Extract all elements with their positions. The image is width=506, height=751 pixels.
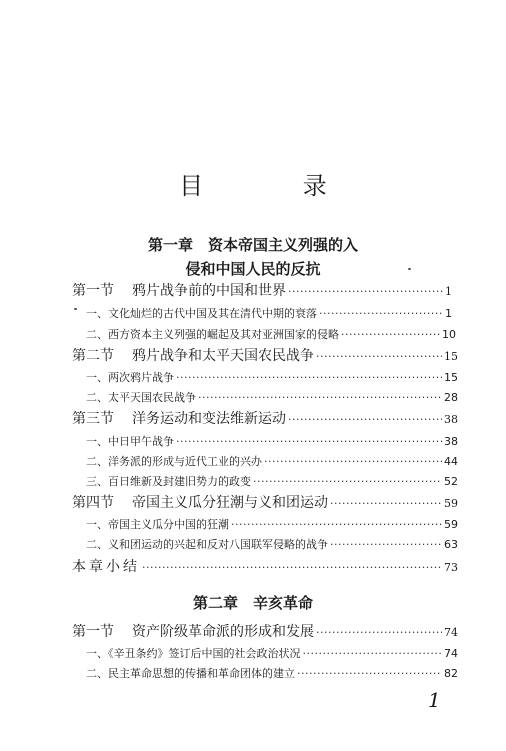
page-number: 1 — [428, 688, 441, 712]
subsection-title: 二、义和团运动的兴起和反对八国联军侵略的战争 — [86, 538, 328, 551]
toc-section-1-2[interactable] — [72, 345, 458, 365]
leader-dots — [288, 285, 443, 298]
section-number: 第三节 — [72, 411, 114, 427]
page-ref: 38 — [444, 435, 458, 448]
leader-dots — [316, 626, 442, 639]
section-title: 鸦片战争前的中国和世界 — [132, 283, 286, 299]
toc-subsection-1-1-2[interactable] — [86, 326, 456, 342]
subsection-title: 一、《辛丑条约》签订后中国的社会政治状况 — [86, 647, 301, 660]
leader-dots — [330, 497, 442, 510]
leader-dots — [231, 518, 442, 531]
leader-dots — [303, 647, 443, 660]
subsection-title: 一、帝国主义瓜分中国的狂潮 — [86, 518, 229, 531]
toc-subsection-1-3-3[interactable] — [86, 473, 458, 489]
page-title: 目 录 — [179, 172, 373, 200]
toc-section-1-4[interactable] — [72, 492, 458, 512]
leader-dots — [253, 475, 442, 488]
leader-dots — [319, 307, 443, 320]
scan-speck — [74, 308, 77, 310]
chapter-2-title: 第二章 辛亥革命 — [192, 594, 313, 612]
toc-subsection-1-2-2[interactable] — [86, 389, 458, 405]
page-ref: 1 — [445, 285, 452, 298]
chapter-1-title-line-1: 第一章 资本帝国主义列强的入 — [147, 236, 358, 254]
leader-dots — [297, 667, 442, 680]
section-title: 鸦片战争和太平天国农民战争 — [132, 348, 314, 364]
leader-dots — [341, 328, 440, 341]
toc-subsection-1-2-1[interactable] — [86, 369, 458, 385]
toc-section-1-1[interactable] — [72, 280, 452, 300]
section-title: 洋务运动和变法维新运动 — [132, 411, 286, 427]
toc-subsection-1-4-2[interactable] — [86, 536, 458, 552]
page-ref: 15 — [444, 371, 458, 384]
section-number: 第一节 — [72, 283, 114, 299]
leader-dots — [176, 435, 442, 448]
leader-dots — [316, 350, 442, 363]
page-ref: 1 — [445, 307, 452, 320]
section-title: 资产阶级革命派的形成和发展 — [132, 624, 314, 640]
subsection-title: 一、两次鸦片战争 — [86, 371, 174, 384]
toc-section-2-1[interactable] — [72, 621, 458, 641]
subsection-title: 二、洋务派的形成与近代工业的兴办 — [86, 455, 262, 468]
leader-dots — [264, 455, 442, 468]
page-ref: 59 — [444, 518, 458, 531]
subsection-title: 二、太平天国农民战争 — [86, 391, 196, 404]
page-ref: 38 — [444, 413, 458, 426]
page-ref: 10 — [442, 328, 456, 341]
page-ref: 82 — [444, 667, 458, 680]
leader-dots — [142, 561, 442, 574]
page-ref: 28 — [444, 391, 458, 404]
page-ref: 74 — [444, 647, 458, 660]
section-title: 帝国主义瓜分狂潮与义和团运动 — [132, 495, 328, 511]
summary-title: 本章小结 — [72, 559, 140, 575]
scan-speck — [408, 268, 411, 270]
page-ref: 15 — [444, 350, 458, 363]
section-number: 第一节 — [72, 624, 114, 640]
subsection-title: 二、民主革命思想的传播和革命团体的建立 — [86, 667, 295, 680]
subsection-title: 三、百日维新及封建旧势力的政变 — [86, 475, 251, 488]
page-ref: 44 — [444, 455, 458, 468]
subsection-title: 二、西方资本主义列强的崛起及其对亚洲国家的侵略 — [86, 328, 339, 341]
leader-dots — [176, 371, 442, 384]
subsection-title: 一、中日甲午战争 — [86, 435, 174, 448]
leader-dots — [288, 413, 442, 426]
section-number: 第二节 — [72, 348, 114, 364]
toc-subsection-1-3-1[interactable] — [86, 433, 458, 449]
toc-subsection-1-3-2[interactable] — [86, 453, 458, 469]
toc-subsection-2-1-2[interactable] — [86, 665, 458, 681]
chapter-1-title-line-2: 侵和中国人民的反抗 — [185, 260, 321, 278]
toc-subsection-1-4-1[interactable] — [86, 516, 458, 532]
page-ref: 73 — [444, 561, 458, 574]
toc-subsection-2-1-1[interactable] — [86, 645, 458, 661]
section-number: 第四节 — [72, 495, 114, 511]
subsection-title: 一、文化灿烂的古代中国及其在清代中期的衰落 — [86, 307, 317, 320]
page-ref: 63 — [444, 538, 458, 551]
toc-chapter-1-summary[interactable] — [72, 556, 458, 576]
leader-dots — [330, 538, 442, 551]
leader-dots — [198, 391, 442, 404]
page-ref: 59 — [444, 497, 458, 510]
toc-subsection-1-1-1[interactable] — [86, 305, 452, 321]
page-ref: 74 — [444, 626, 458, 639]
toc-section-1-3[interactable] — [72, 408, 458, 428]
page-ref: 52 — [444, 475, 458, 488]
